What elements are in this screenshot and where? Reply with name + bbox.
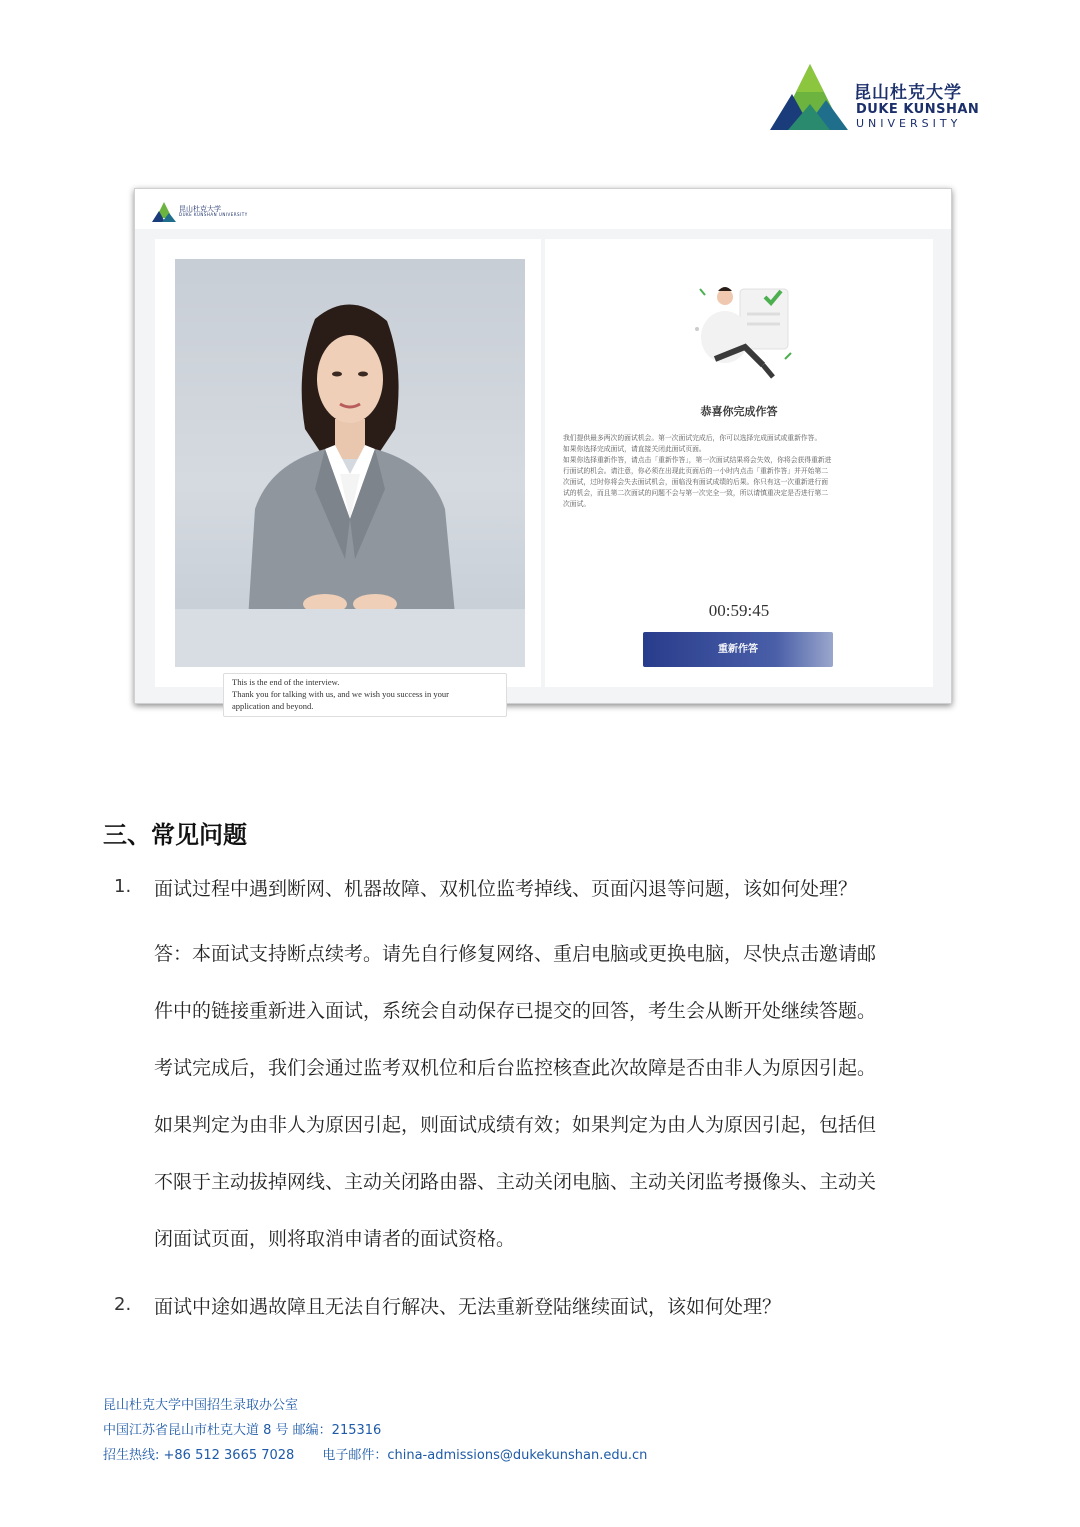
interviewer-caption — [223, 673, 507, 717]
screenshot-header — [135, 189, 951, 229]
description-line: 试的机会，而且第二次面试的问题不会与第一次完全一致，所以请慎重决定是否进行第二 — [563, 489, 829, 497]
description-line: 如果你选择重新作答，请点击「重新作答」，第一次面试结果将会失效，你将会获得重新进 — [563, 456, 832, 464]
completion-panel — [545, 239, 933, 687]
countdown-timer: 00:59:45 — [708, 601, 770, 620]
footer-office: 昆山杜克大学中国招生录取办公室 — [103, 1398, 299, 1413]
logo-chinese-name: 昆山杜克大学 — [854, 83, 962, 103]
answer-line: 考试完成后，我们会通过监考双机位和后台监控核查此次故障是否由非人为原因引起。 — [154, 1057, 877, 1079]
answer-line: 不限于主动拔掉网线、主动关闭路由器、主动关闭电脑、主动关闭监考摄像头、主动关 — [154, 1171, 877, 1193]
question-2: 面试中途如遇故障且无法自行解决、无法重新登陆继续面试，该如何处理？ — [154, 1296, 782, 1318]
caption-line: Thank you for talking with us, and we wish you success in your — [232, 689, 449, 699]
answer-line: 如果判定为由非人为原因引起，则面试成绩有效；如果判定为由人为原因引起，包括但 — [154, 1114, 877, 1136]
logo-english-name: DUKE KUNSHAN — [856, 102, 980, 117]
completion-description — [563, 433, 913, 510]
logo-english-subname: UNIVERSITY — [856, 117, 962, 130]
question-1: 面试过程中遇到断网、机器故障、双机位监考掉线、页面闪退等问题，该如何处理？ — [154, 878, 858, 900]
caption-line: application and beyond. — [232, 701, 314, 711]
description-line: 次面试，过时你将会失去面试机会，面临没有面试成绩的后果。你只有这一次重新进行面 — [563, 478, 829, 486]
description-line: 次面试。 — [563, 500, 591, 508]
footer-address: 中国江苏省昆山市杜克大道 8 号 邮编：215316 — [103, 1423, 382, 1438]
description-line: 我们提供最多两次的面试机会。第一次面试完成后，你可以选择完成面试或重新作答。 — [563, 434, 822, 442]
footer-email[interactable]: 电子邮件：china-admissions@dukekunshan.edu.cn — [322, 1448, 648, 1463]
footer-hotline: 招生热线: +86 512 3665 7028 — [103, 1448, 295, 1463]
section-title: 三、常见问题 — [103, 821, 247, 849]
answer-line: 答：本面试支持断点续考。请先自行修复网络、重启电脑或更换电脑，尽快点击邀请邮 — [154, 943, 877, 965]
completion-illustration-icon — [685, 269, 805, 389]
mini-logo-text: 昆山杜克大学 — [179, 205, 221, 213]
answer-line: 闭面试页面，则将取消申请者的面试资格。 — [154, 1228, 516, 1250]
retry-button[interactable]: 重新作答 — [643, 632, 833, 667]
mountain-logo-icon — [768, 64, 850, 134]
answer-1 — [154, 935, 978, 1277]
mini-logo-icon — [152, 202, 176, 222]
interviewer-avatar — [175, 259, 525, 667]
answer-line: 件中的链接重新进入面试，系统会自动保存已提交的回答，考生会从断开处继续答题。 — [154, 1000, 877, 1022]
question-number: 2. — [114, 1294, 132, 1315]
question-number: 1. — [114, 876, 132, 897]
caption-line: This is the end of the interview. — [232, 677, 340, 687]
footer — [103, 1393, 647, 1468]
description-line: 如果你选择完成面试，请直接关闭此面试页面。 — [563, 445, 706, 453]
interview-screenshot — [134, 188, 952, 711]
completion-title: 恭喜你完成作答 — [700, 405, 778, 418]
description-line: 行面试的机会。请注意，你必须在出现此页面后的一小时内点击「重新作答」并开始第二 — [563, 467, 829, 475]
interviewer-video — [175, 259, 525, 711]
mini-logo-english: DUKE KUNSHAN UNIVERSITY — [179, 212, 248, 217]
university-logo — [768, 64, 978, 134]
